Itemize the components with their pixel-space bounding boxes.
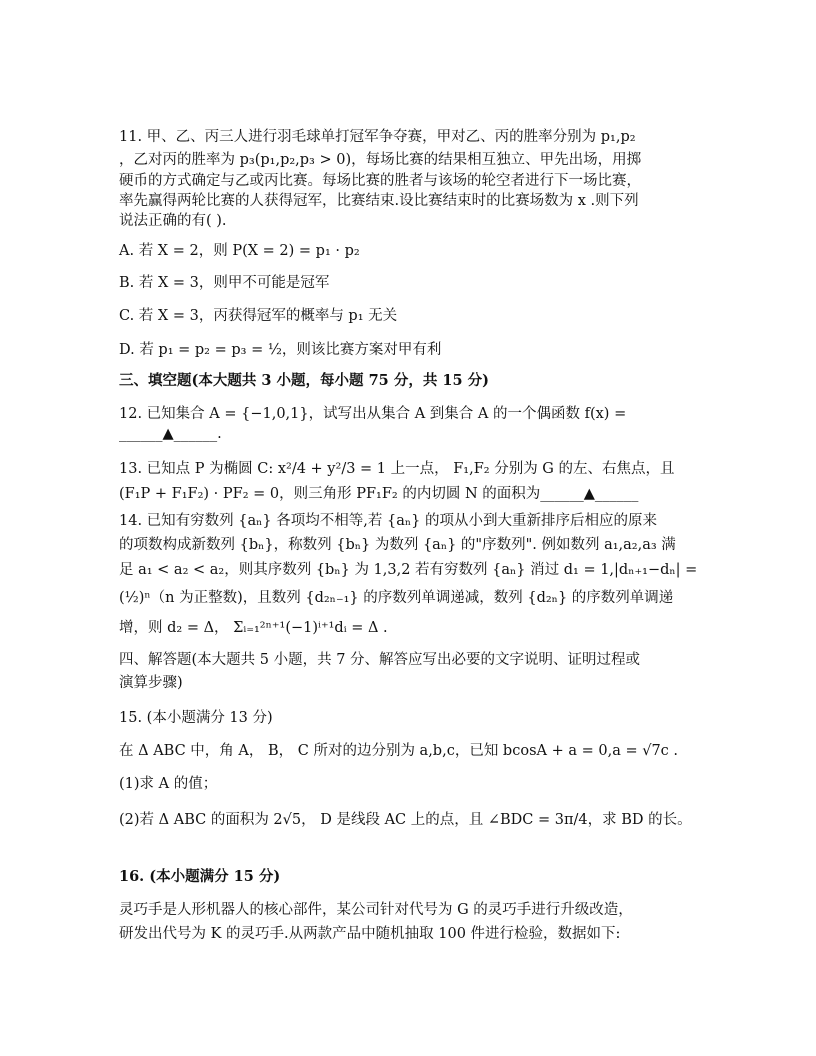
q15-title: 15. (本小题满分 13 分)	[119, 710, 273, 726]
section-3-heading: 三、填空题(本大题共 3 小题，每小题 75 分，共 15 分)	[119, 372, 489, 389]
option-c: C. 若 X = 3，丙获得冠军的概率与 p₁ 无关	[119, 308, 398, 324]
option-a: A. 若 X = 2，则 P(X = 2) = p₁ · p₂	[119, 243, 360, 259]
q12-blank: ______▲______.	[119, 426, 222, 442]
option-d: D. 若 p₁ = p₂ = p₃ = ½，则该比赛方案对甲有利	[119, 342, 442, 358]
q16-title: 16. (本小题满分 15 分)	[119, 868, 281, 885]
q16-line: 灵巧手是人形机器人的核心部件，某公司针对代号为 G 的灵巧手进行升级改造，	[119, 902, 633, 918]
q14-line: 14. 已知有穷数列 {aₙ} 各项均不相等,若 {aₙ} 的项从小到大重新排序后相应的原来	[119, 513, 657, 529]
q14-line: 的项数构成新数列 {bₙ}，称数列 {bₙ} 为数列 {aₙ} 的"序数列". 例如数列 a₁,a₂,a₃ 满	[119, 537, 676, 553]
q15-stem: 在 Δ ABC 中，角 A， B， C 所对的边分别为 a,b,c，已知 bcosA + a = 0,a = √7c .	[119, 743, 679, 759]
q14-line: 增，则 d₂ = Δ， Σᵢ₌₁²ⁿ⁺¹(−1)ⁱ⁺¹dᵢ = Δ .	[119, 620, 388, 636]
section-4-line: 演算步骤)	[119, 675, 183, 691]
q11-line: 说法正确的有( ).	[119, 213, 227, 229]
q15-part-2: (2)若 Δ ABC 的面积为 2√5， D 是线段 AC 上的点，且 ∠BDC = 3π/4，求 BD 的长。	[119, 812, 692, 828]
q15-part-1: (1)求 A 的值；	[119, 776, 218, 792]
q11-line: 11. 甲、乙、丙三人进行羽毛球单打冠军争夺赛，甲对乙、丙的胜率分别为 p₁,p₂	[119, 129, 636, 145]
q11-line: 硬币的方式确定与乙或丙比赛。每场比赛的胜者与该场的轮空者进行下一场比赛，	[119, 173, 641, 189]
q11-line: 率先赢得两轮比赛的人获得冠军，比赛结束.设比赛结束时的比赛场数为 x .则下列	[119, 193, 639, 209]
q16-line: 研发出代号为 K 的灵巧手.从两款产品中随机抽取 100 件进行检验，数据如下:	[119, 926, 621, 942]
q11-line: ，乙对丙的胜率为 p₃(p₁,p₂,p₃ > 0)，每场比赛的结果相互独立、甲先出场，用掷	[119, 152, 642, 168]
q13-line: (F₁P + F₁F₂) · PF₂ = 0，则三角形 PF₁F₂ 的内切圆 N 的面积为______▲______	[119, 486, 639, 502]
q13-line: 13. 已知点 P 为椭圆 C: x²/4 + y²/3 = 1 上一点， F₁,F₂ 分别为 G 的左、右焦点，且	[119, 461, 675, 477]
q14-line: (½)ⁿ（n 为正整数)，且数列 {d₂ₙ₋₁} 的序数列单调递减，数列 {d₂ₙ} 的序数列单调递	[119, 590, 674, 606]
option-b: B. 若 X = 3，则甲不可能是冠军	[119, 275, 330, 291]
q12-line: 12. 已知集合 A = {−1,0,1}，试写出从集合 A 到集合 A 的一个偶函数 f(x) =	[119, 406, 627, 422]
section-4-line: 四、解答题(本大题共 5 小题，共 7 分、解答应写出必要的文字说明、证明过程或	[119, 652, 641, 668]
q14-line: 足 a₁ < a₂ < a₂，则其序数列 {bₙ} 为 1,3,2 若有穷数列 {aₙ} 消过 d₁ = 1,|dₙ₊₁−dₙ| =	[119, 562, 698, 578]
